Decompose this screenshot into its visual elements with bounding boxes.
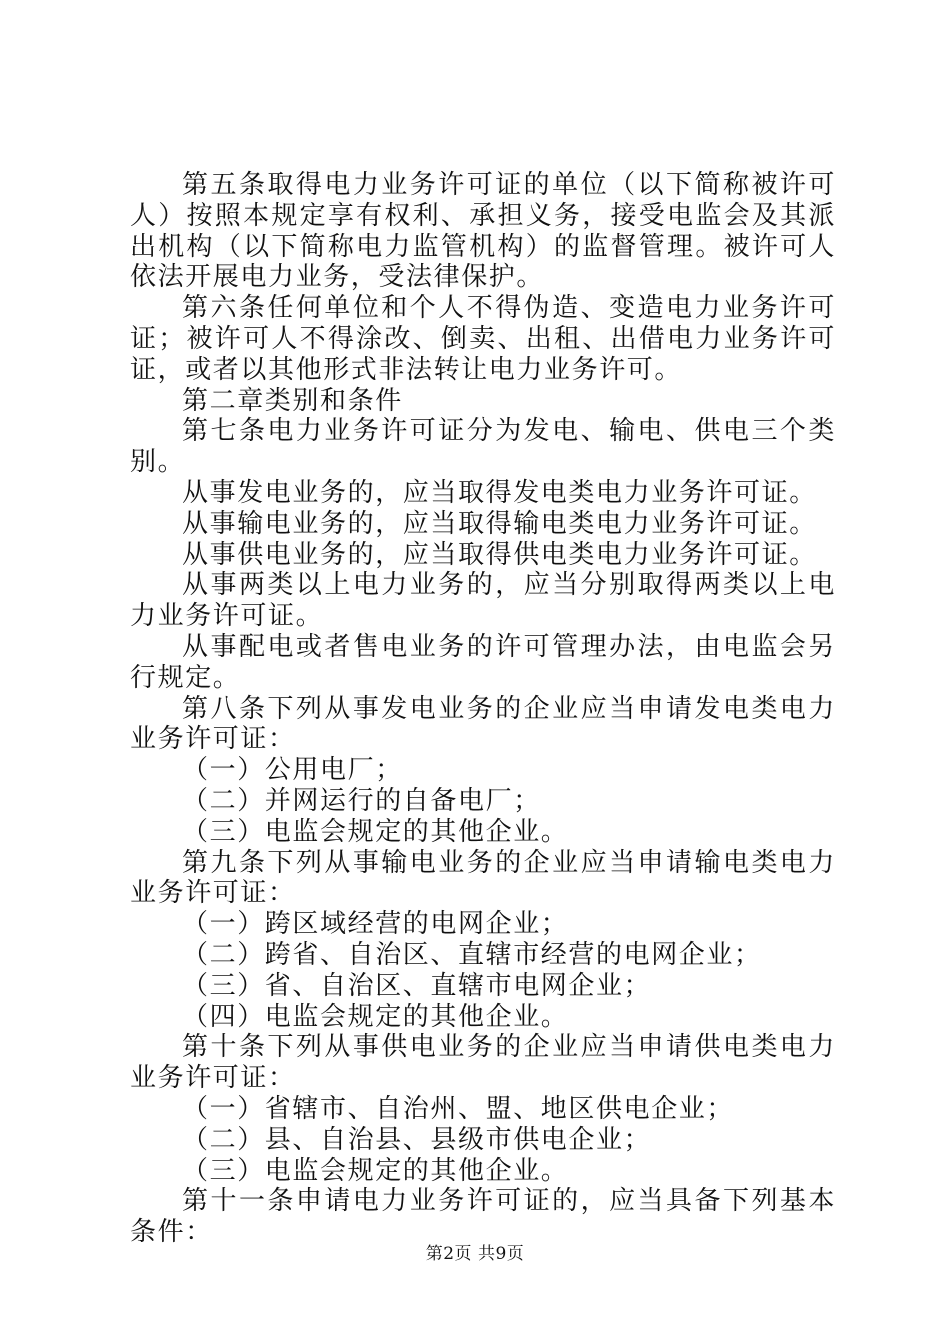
list-item: （二）并网运行的自备电厂； [182,785,541,816]
list-item: （一）省辖市、自治州、盟、地区供电企业； [182,1093,735,1124]
paragraph: 第五条取得电力业务许可证的单位（以下简称被许可人）按照本规定享有权利、承担义务，接受电监会及其派出机构（以下简称电力监管机构）的监督管理。被许可人依法开展电力业务，受法律保护。 [130,170,836,293]
paragraph: 第六条任何单位和个人不得伪造、变造电力业务许可证；被许可人不得涂改、倒卖、出租、出借电力业务许可证，或者以其他形式非法转让电力业务许可。 [130,293,836,385]
paragraph: 第十一条申请电力业务许可证的，应当具备下列基本条件： [130,1186,836,1248]
paragraph: 从事发电业务的，应当取得发电类电力业务许可证。 [182,477,817,508]
paragraph: 第十条下列从事供电业务的企业应当申请供电类电力业务许可证： [130,1032,836,1094]
list-item: （三）省、自治区、直辖市电网企业； [182,970,652,1001]
list-item: （三）电监会规定的其他企业。 [182,1155,569,1186]
document-body [130,170,836,1248]
list-item: （一）跨区域经营的电网企业； [182,909,569,940]
paragraph: 从事供电业务的，应当取得供电类电力业务许可证。 [182,539,817,570]
paragraph: 第七条电力业务许可证分为发电、输电、供电三个类别。 [130,416,836,478]
list-item: （四）电监会规定的其他企业。 [182,1001,569,1032]
paragraph: 从事两类以上电力业务的，应当分别取得两类以上电力业务许可证。 [130,570,836,632]
list-item: （二）跨省、自治区、直辖市经营的电网企业； [182,939,762,970]
list-item: （二）县、自治县、县级市供电企业； [182,1124,652,1155]
paragraph: 第九条下列从事输电业务的企业应当申请输电类电力业务许可证： [130,847,836,909]
paragraph: 从事配电或者售电业务的许可管理办法，由电监会另行规定。 [130,631,836,693]
page-number-footer: 第2页 共9页 [425,1244,525,1264]
list-item: （一）公用电厂； [182,755,403,786]
paragraph: 第八条下列从事发电业务的企业应当申请发电类电力业务许可证： [130,693,836,755]
paragraph: 从事输电业务的，应当取得输电类电力业务许可证。 [182,508,817,539]
list-item: （三）电监会规定的其他企业。 [182,816,569,847]
chapter-heading: 第二章类别和条件 [182,385,403,416]
